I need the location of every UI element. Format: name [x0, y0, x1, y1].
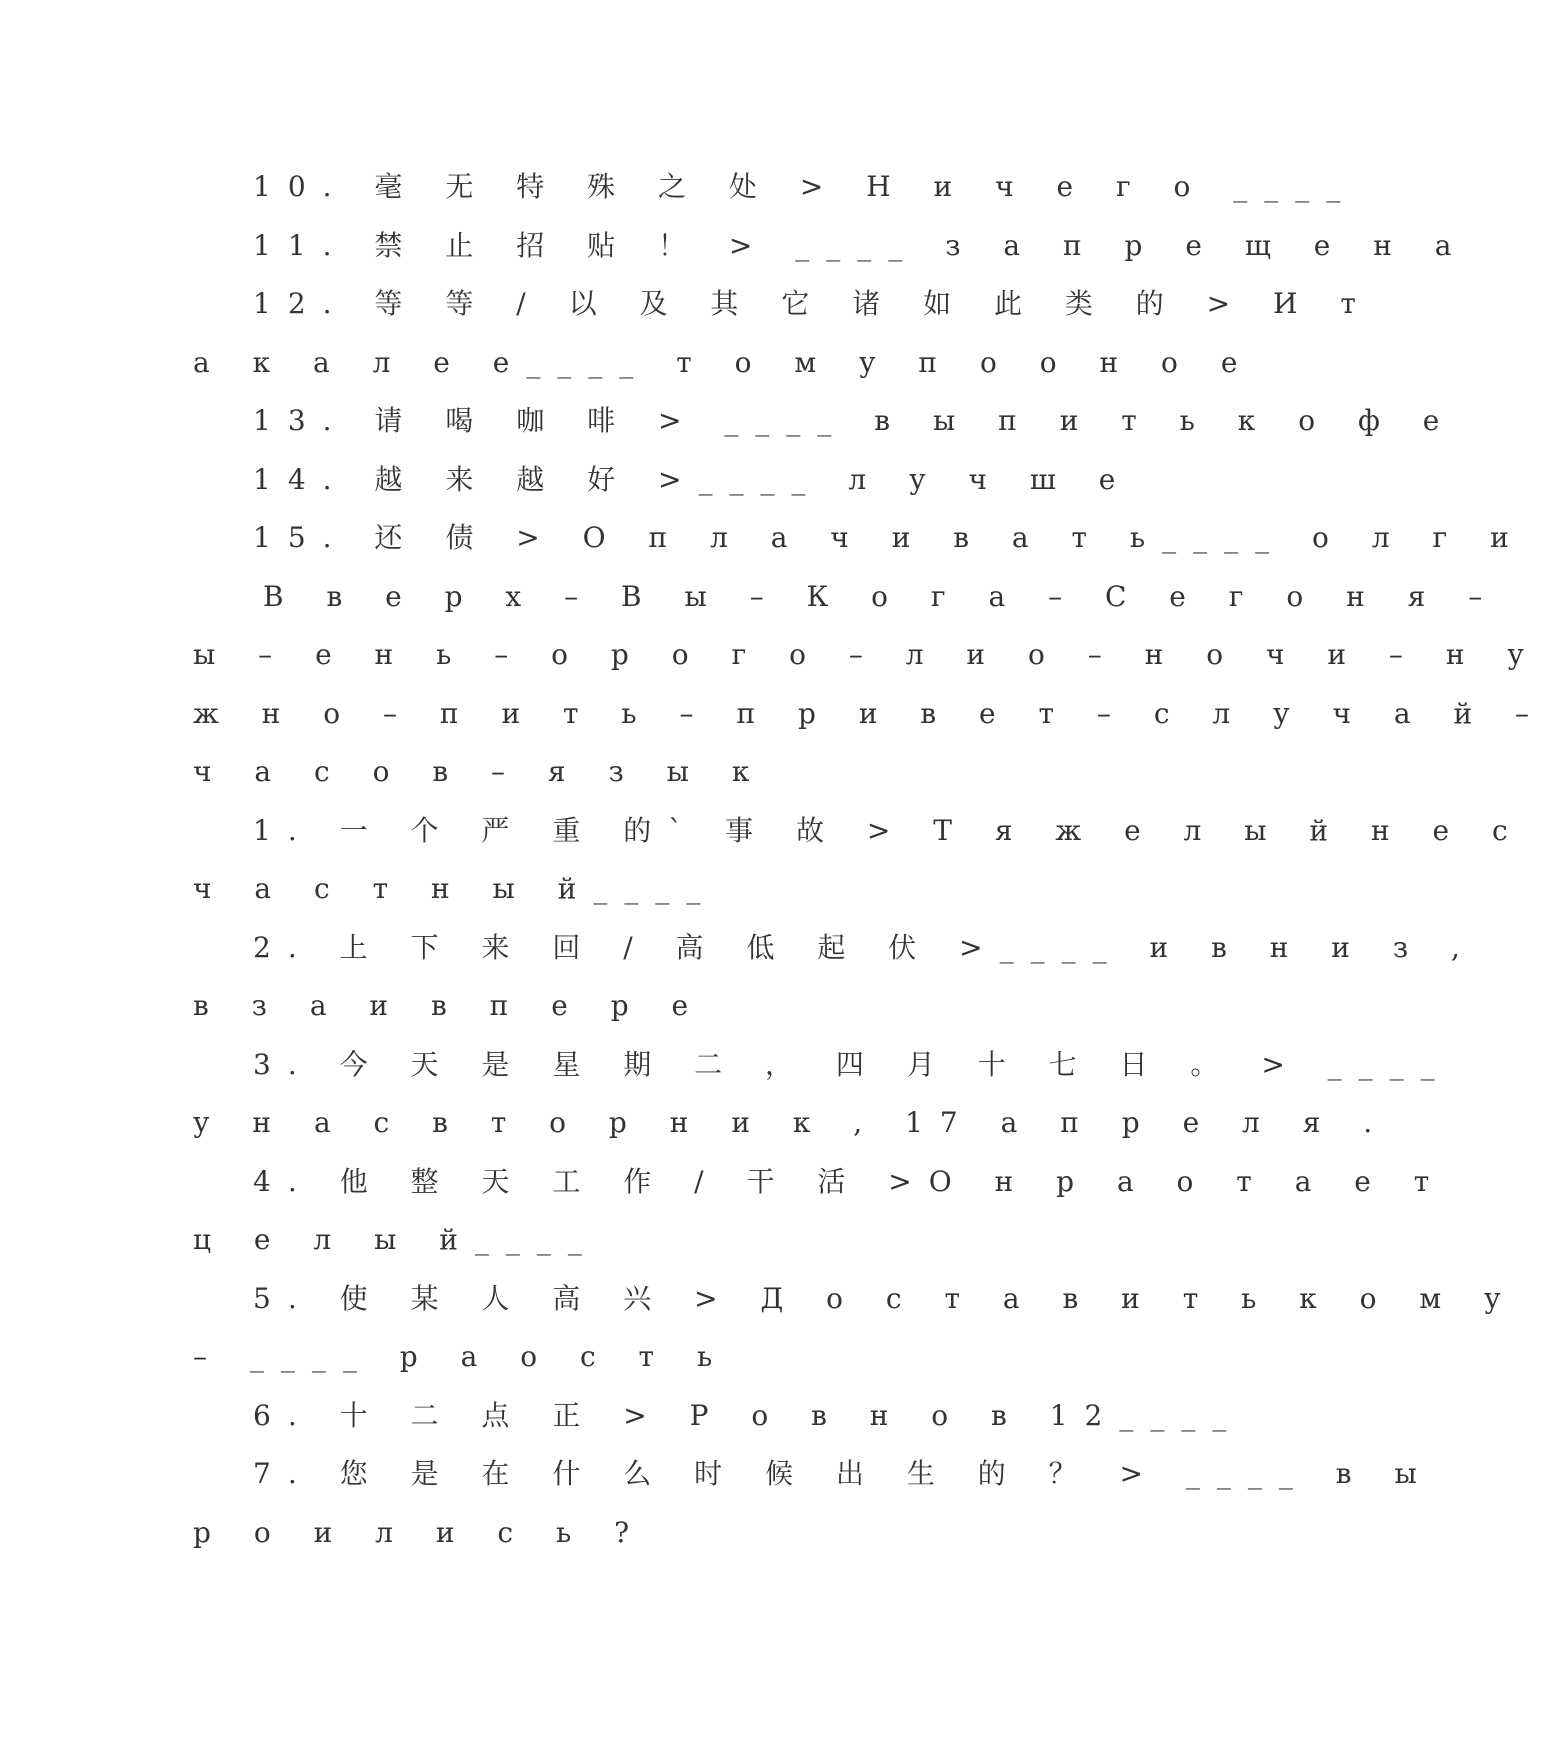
item-2: 2. 上 下 来 回 / 高 低 起 伏 >____ и в н и з , — [253, 930, 1477, 964]
item-7-continuation: р о и л и с ь ? — [193, 1515, 647, 1549]
item-4: 4. 他 整 天 工 作 / 干 活 >О н р а о т а е т — [253, 1164, 1447, 1198]
word-bank-line-1: В в е р х – В ы – К о г а – С е г о н я – — [263, 579, 1500, 613]
item-13: 13. 请 喝 咖 啡 > ____ в ы п и т ь к о ф е — [253, 404, 1457, 437]
item-5-continuation: – ____ р а о с т ь — [193, 1340, 730, 1373]
item-3: 3. 今 天 是 星 期 二 ， 四 月 十 七 日 。 > ____ — [253, 1047, 1452, 1081]
item-14: 14. 越 来 越 好 >____ л у ч ш е — [253, 462, 1133, 496]
item-7: 7. 您 是 在 什 么 时 候 出 生 的 ？ > ____ в ы — [253, 1457, 1434, 1490]
document-body — [193, 158, 1546, 1562]
word-bank-line-2: ы – е н ь – о р о г о – л и о – н о ч и – н у — [193, 638, 1541, 671]
item-12-continuation: а к а л е е____ т о м у п о о н о е — [193, 345, 1255, 379]
item-1: 1. 一 个 严 重 的` 事 故 > Т я ж е л ы й н е с — [253, 813, 1525, 847]
word-bank-line-3: ж н о – п и т ь – п р и в е т – с л у ч а й – — [193, 696, 1546, 730]
item-10: 10. 毫 无 特 殊 之 处 > Н и ч е г о ____ — [253, 170, 1358, 203]
item-11: 11. 禁 止 招 贴 ！ > ____ з а п р е щ е н а — [253, 228, 1469, 262]
item-3-continuation: у н а с в т о р н и к , 17 а п р е л я . — [193, 1106, 1390, 1139]
item-6: 6. 十 二 点 正 > Р о в н о в 12____ — [253, 1398, 1244, 1432]
word-bank-line-4: ч а с о в – я з ы к — [193, 755, 767, 788]
item-2-continuation: в з а и в п е р е — [193, 989, 706, 1022]
item-15: 15. 还 债 > О п л а ч и в а т ь____ о л г и — [253, 521, 1526, 554]
item-4-continuation: ц е л ы й____ — [193, 1223, 599, 1256]
item-1-continuation: ч а с т н ы й____ — [193, 872, 718, 905]
item-5: 5. 使 某 人 高 兴 > Д о с т а в и т ь к о м у — [253, 1281, 1518, 1315]
item-12: 12. 等 等 / 以 及 其 它 诸 如 此 类 的 > И т — [253, 287, 1373, 320]
